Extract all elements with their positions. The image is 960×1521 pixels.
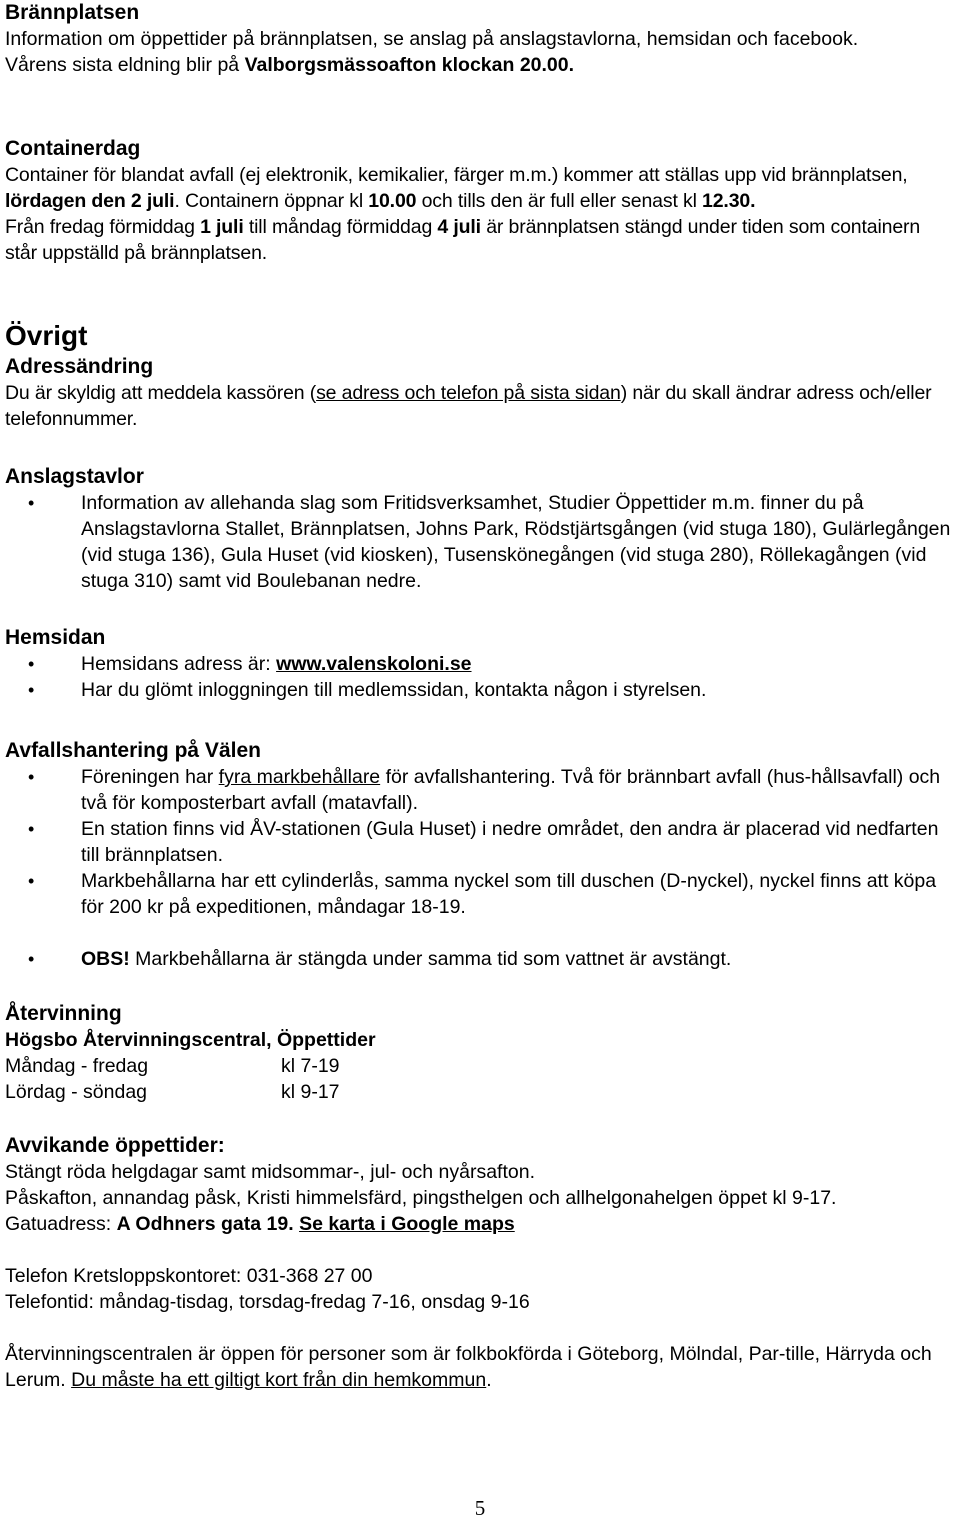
avvikande-line-2: Påskafton, annandag påsk, Kristi himmelsfärd, pingsthelgen och allhelgonahelgen öppet kl 9-17.	[5, 1187, 837, 1209]
last-page-reference-link[interactable]: se adress och telefon på sista sidan	[316, 382, 621, 404]
atervinning-subtitle: Högsbo Återvinningscentral, Öppettider	[5, 1029, 376, 1051]
website-link[interactable]: www.valenskoloni.se	[276, 653, 472, 675]
section-avvikande	[5, 1133, 957, 1393]
avfall-list	[5, 764, 957, 972]
anslagstavlor-list	[5, 490, 957, 594]
section-hemsidan	[5, 625, 957, 703]
section-atervinning	[5, 1001, 957, 1105]
gatuadress: Gatuadress: A Odhners gata 19. Se karta i Google maps	[5, 1213, 515, 1235]
section-anslagstavlor	[5, 464, 957, 594]
list-item: • Information av allehanda slag som Fritidsverksamhet, Studier Öppettider m.m. finner du på Anslagstavlorna Stallet, Brännplatsen, Johns Park, Rödstjärtsgången (vid stuga 180), Gulärlegången (vid stuga 136), Gula Huset (vid kiosken), Tusenskönegången (vid stuga 280), Röllekagången (vid stuga 310) samt vid Boulebanan nedre.	[5, 490, 957, 594]
list-item: • Föreningen har fyra markbehållare för avfallshantering. Två för brännbart avfall (hus-hållsavfall) och två för komposterbart avfall (matavfall).	[5, 764, 957, 816]
heading-atervinning: Återvinning	[5, 1002, 122, 1025]
hemsidan-list	[5, 651, 957, 703]
heading-brannplatsen: Brännplatsen	[5, 1, 140, 24]
heading-anslagstavlor: Anslagstavlor	[5, 465, 144, 488]
heading-containerdag: Containerdag	[5, 137, 141, 160]
section-brannplatsen	[5, 0, 957, 78]
google-maps-link[interactable]: Se karta i Google maps	[299, 1213, 515, 1235]
hours-row: Måndag - fredag kl 7-19	[5, 1055, 340, 1077]
containerdag-paragraph-1: Container för blandat avfall (ej elektronik, kemikalier, färger m.m.) kommer att ställas upp vid brännplatsen, lördagen den 2 juli. Containern öppnar kl 10.00 och tills den är full eller senast kl 12.30.	[5, 164, 908, 212]
heading-avvikande: Avvikande öppettider:	[5, 1134, 225, 1157]
telefon: Telefon Kretsloppskontoret: 031-368 27 00	[5, 1265, 373, 1287]
list-item: • En station finns vid ÅV-stationen (Gula Huset) i nedre området, den andra är placerad vid nedfarten till brännplatsen.	[5, 816, 957, 868]
brannplatsen-info: Information om öppettider på brännplatsen, se anslag på anslagstavlorna, hemsidan och facebook.	[5, 28, 859, 50]
section-ovrigt	[5, 318, 957, 432]
telefontid: Telefontid: måndag-tisdag, torsdag-fredag 7-16, onsdag 9-16	[5, 1291, 530, 1313]
adressandring-text: Du är skyldig att meddela kassören (se adress och telefon på sista sidan) när du skall ändrar adress och/eller telefonnummer.	[5, 382, 932, 430]
atervinning-eligibility: Återvinningscentralen är öppen för personer som är folkbokförda i Göteborg, Mölndal, Par-tille, Härryda och Lerum. Du måste ha ett giltigt kort från din hemkommun.	[5, 1343, 932, 1391]
section-avfallshantering	[5, 738, 957, 972]
list-item: • Har du glömt inloggningen till medlemssidan, kontakta någon i styrelsen.	[5, 677, 957, 703]
brannplatsen-valborg: Vårens sista eldning blir på Valborgsmässoafton klockan 20.00.	[5, 54, 575, 76]
section-containerdag	[5, 136, 957, 266]
heading-adressandring: Adressändring	[5, 355, 154, 378]
heading-ovrigt: Övrigt	[5, 320, 88, 351]
hemkommun-card-link[interactable]: Du måste ha ett giltigt kort från din hemkommun	[71, 1369, 487, 1391]
heading-avfallshantering: Avfallshantering på Välen	[5, 739, 261, 762]
containerdag-paragraph-2: Från fredag förmiddag 1 juli till måndag förmiddag 4 juli är brännplatsen stängd under tiden som containern står uppställd på brännplatsen.	[5, 216, 921, 264]
list-item: • Hemsidans adress är: www.valenskoloni.se	[5, 651, 957, 677]
list-item: • Markbehållarna har ett cylinderlås, samma nyckel som till duschen (D-nyckel), nyckel finns att köpa för 200 kr på expeditionen, måndagar 18-19.	[5, 868, 957, 920]
markbehallare-link[interactable]: fyra markbehållare	[218, 766, 381, 788]
avvikande-line-1: Stängt röda helgdagar samt midsommar-, jul- och nyårsafton.	[5, 1161, 535, 1183]
hours-row: Lördag - söndag kl 9-17	[5, 1081, 340, 1103]
heading-hemsidan: Hemsidan	[5, 626, 106, 649]
page-number: 5	[474, 1496, 486, 1520]
list-item: • OBS! Markbehållarna är stängda under samma tid som vattnet är avstängt.	[5, 946, 957, 972]
